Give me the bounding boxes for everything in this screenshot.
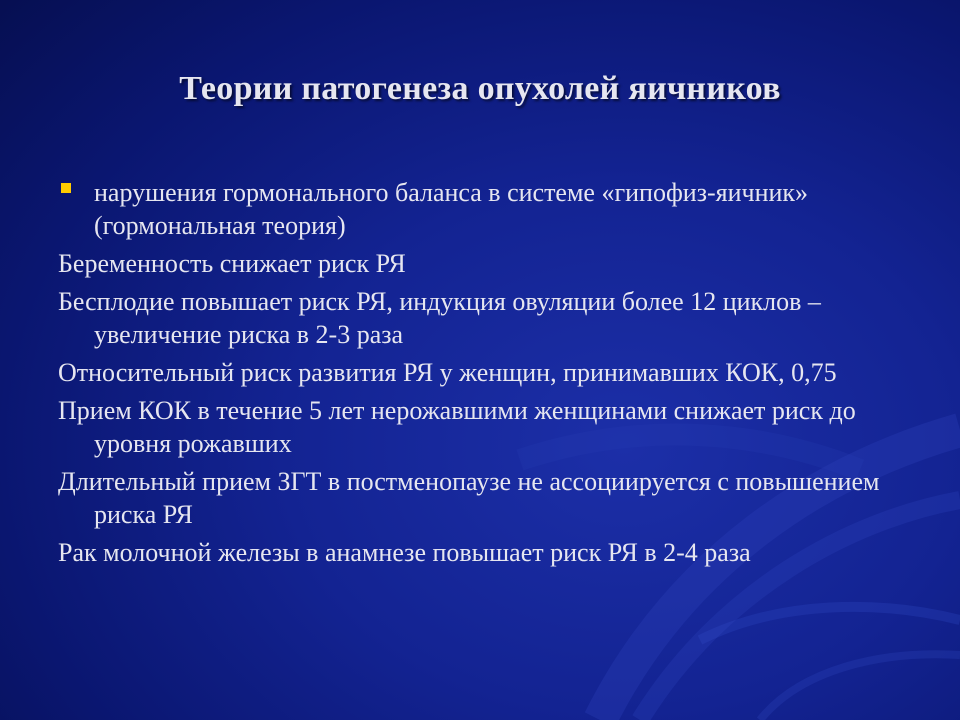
paragraph-6: Рак молочной железы в анамнезе повышает риск РЯ в 2-4 раза [58,538,751,567]
slide-content [58,176,928,574]
paragraph-2: Бесплодие повышает риск РЯ, индукция овуляции более 12 циклов – увеличение риска в 2-3 раза [58,287,821,349]
square-bullet-icon [61,183,71,193]
paragraph-3: Относительный риск развития РЯ у женщин, принимавших КОК, 0,75 [58,358,837,387]
slide-title: Теории патогенеза опухолей яичников [179,70,781,107]
paragraph-4: Прием КОК в течение 5 лет нерожавшими женщинами снижает риск до уровня рожавших [58,396,856,458]
paragraph-5: Длительный прием ЗГТ в постменопаузе не ассоциируется с повышением риска РЯ [58,467,880,529]
bullet-text: нарушения гормонального баланса в системе «гипофиз-яичник» (гормональная теория) [94,178,809,240]
paragraph-1: Беременность снижает риск РЯ [58,249,406,278]
bullet-item [58,176,928,242]
